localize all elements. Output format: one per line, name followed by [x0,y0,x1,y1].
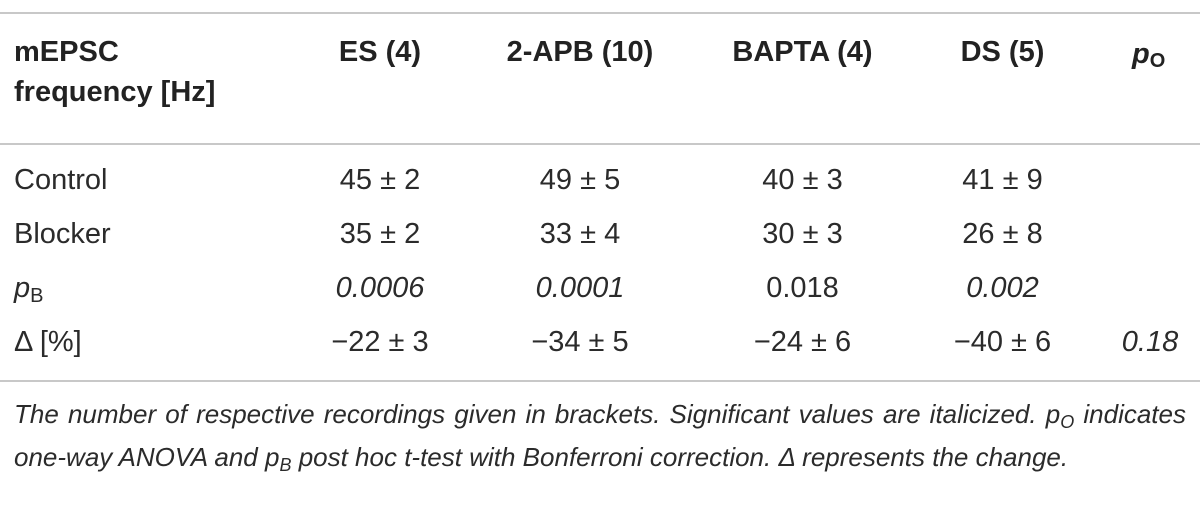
header-2apb: 2-APB (10) [506,36,654,68]
header-ds: DS (5) [960,36,1045,68]
cell-blocker-2apb: 33 ± 4 [539,218,621,250]
cell-delta-es: −22 ± 3 [331,326,429,358]
row-label-p-b: pB [14,272,44,307]
cell-delta-ds: −40 ± 6 [953,326,1052,358]
cell-blocker-ds: 26 ± 8 [962,218,1043,250]
cell-pb-ds: 0.002 [966,272,1039,304]
cell-pb-2apb: 0.0001 [535,272,625,304]
row-label-blocker: Blocker [14,218,111,250]
header-mepsc-frequency [14,32,294,112]
cell-control-es: 45 ± 2 [339,164,421,196]
cell-delta-bapta: −24 ± 6 [753,326,852,358]
row-label-delta: Δ [%] [14,326,82,358]
row-label-control: Control [14,164,108,196]
cell-blocker-es: 35 ± 2 [339,218,421,250]
header-p-o: pO [1132,38,1166,72]
cell-control-bapta: 40 ± 3 [762,164,843,196]
cell-blocker-bapta: 30 ± 3 [762,218,843,250]
top-rule [0,12,1200,14]
header-bapta: BAPTA (4) [732,36,873,68]
cell-control-2apb: 49 ± 5 [539,164,621,196]
header-es: ES (4) [338,36,422,68]
cell-delta-p-o: 0.18 [1121,326,1179,358]
bottom-rule [0,380,1200,382]
cell-delta-2apb: −34 ± 5 [531,326,629,358]
header-rule [0,143,1200,145]
header-line1: mEPSC [14,36,119,68]
cell-pb-bapta: 0.018 [766,272,839,304]
header-line2: frequency [Hz] [14,76,216,108]
cell-pb-es: 0.0006 [335,272,425,304]
cell-control-ds: 41 ± 9 [962,164,1043,196]
table-caption: The number of respective recordings given in brackets. Significant values are italicized. pO indicates one-way ANOVA and pB post hoc t-test with Bonferroni correction. Δ represents the change. [14,399,1186,475]
